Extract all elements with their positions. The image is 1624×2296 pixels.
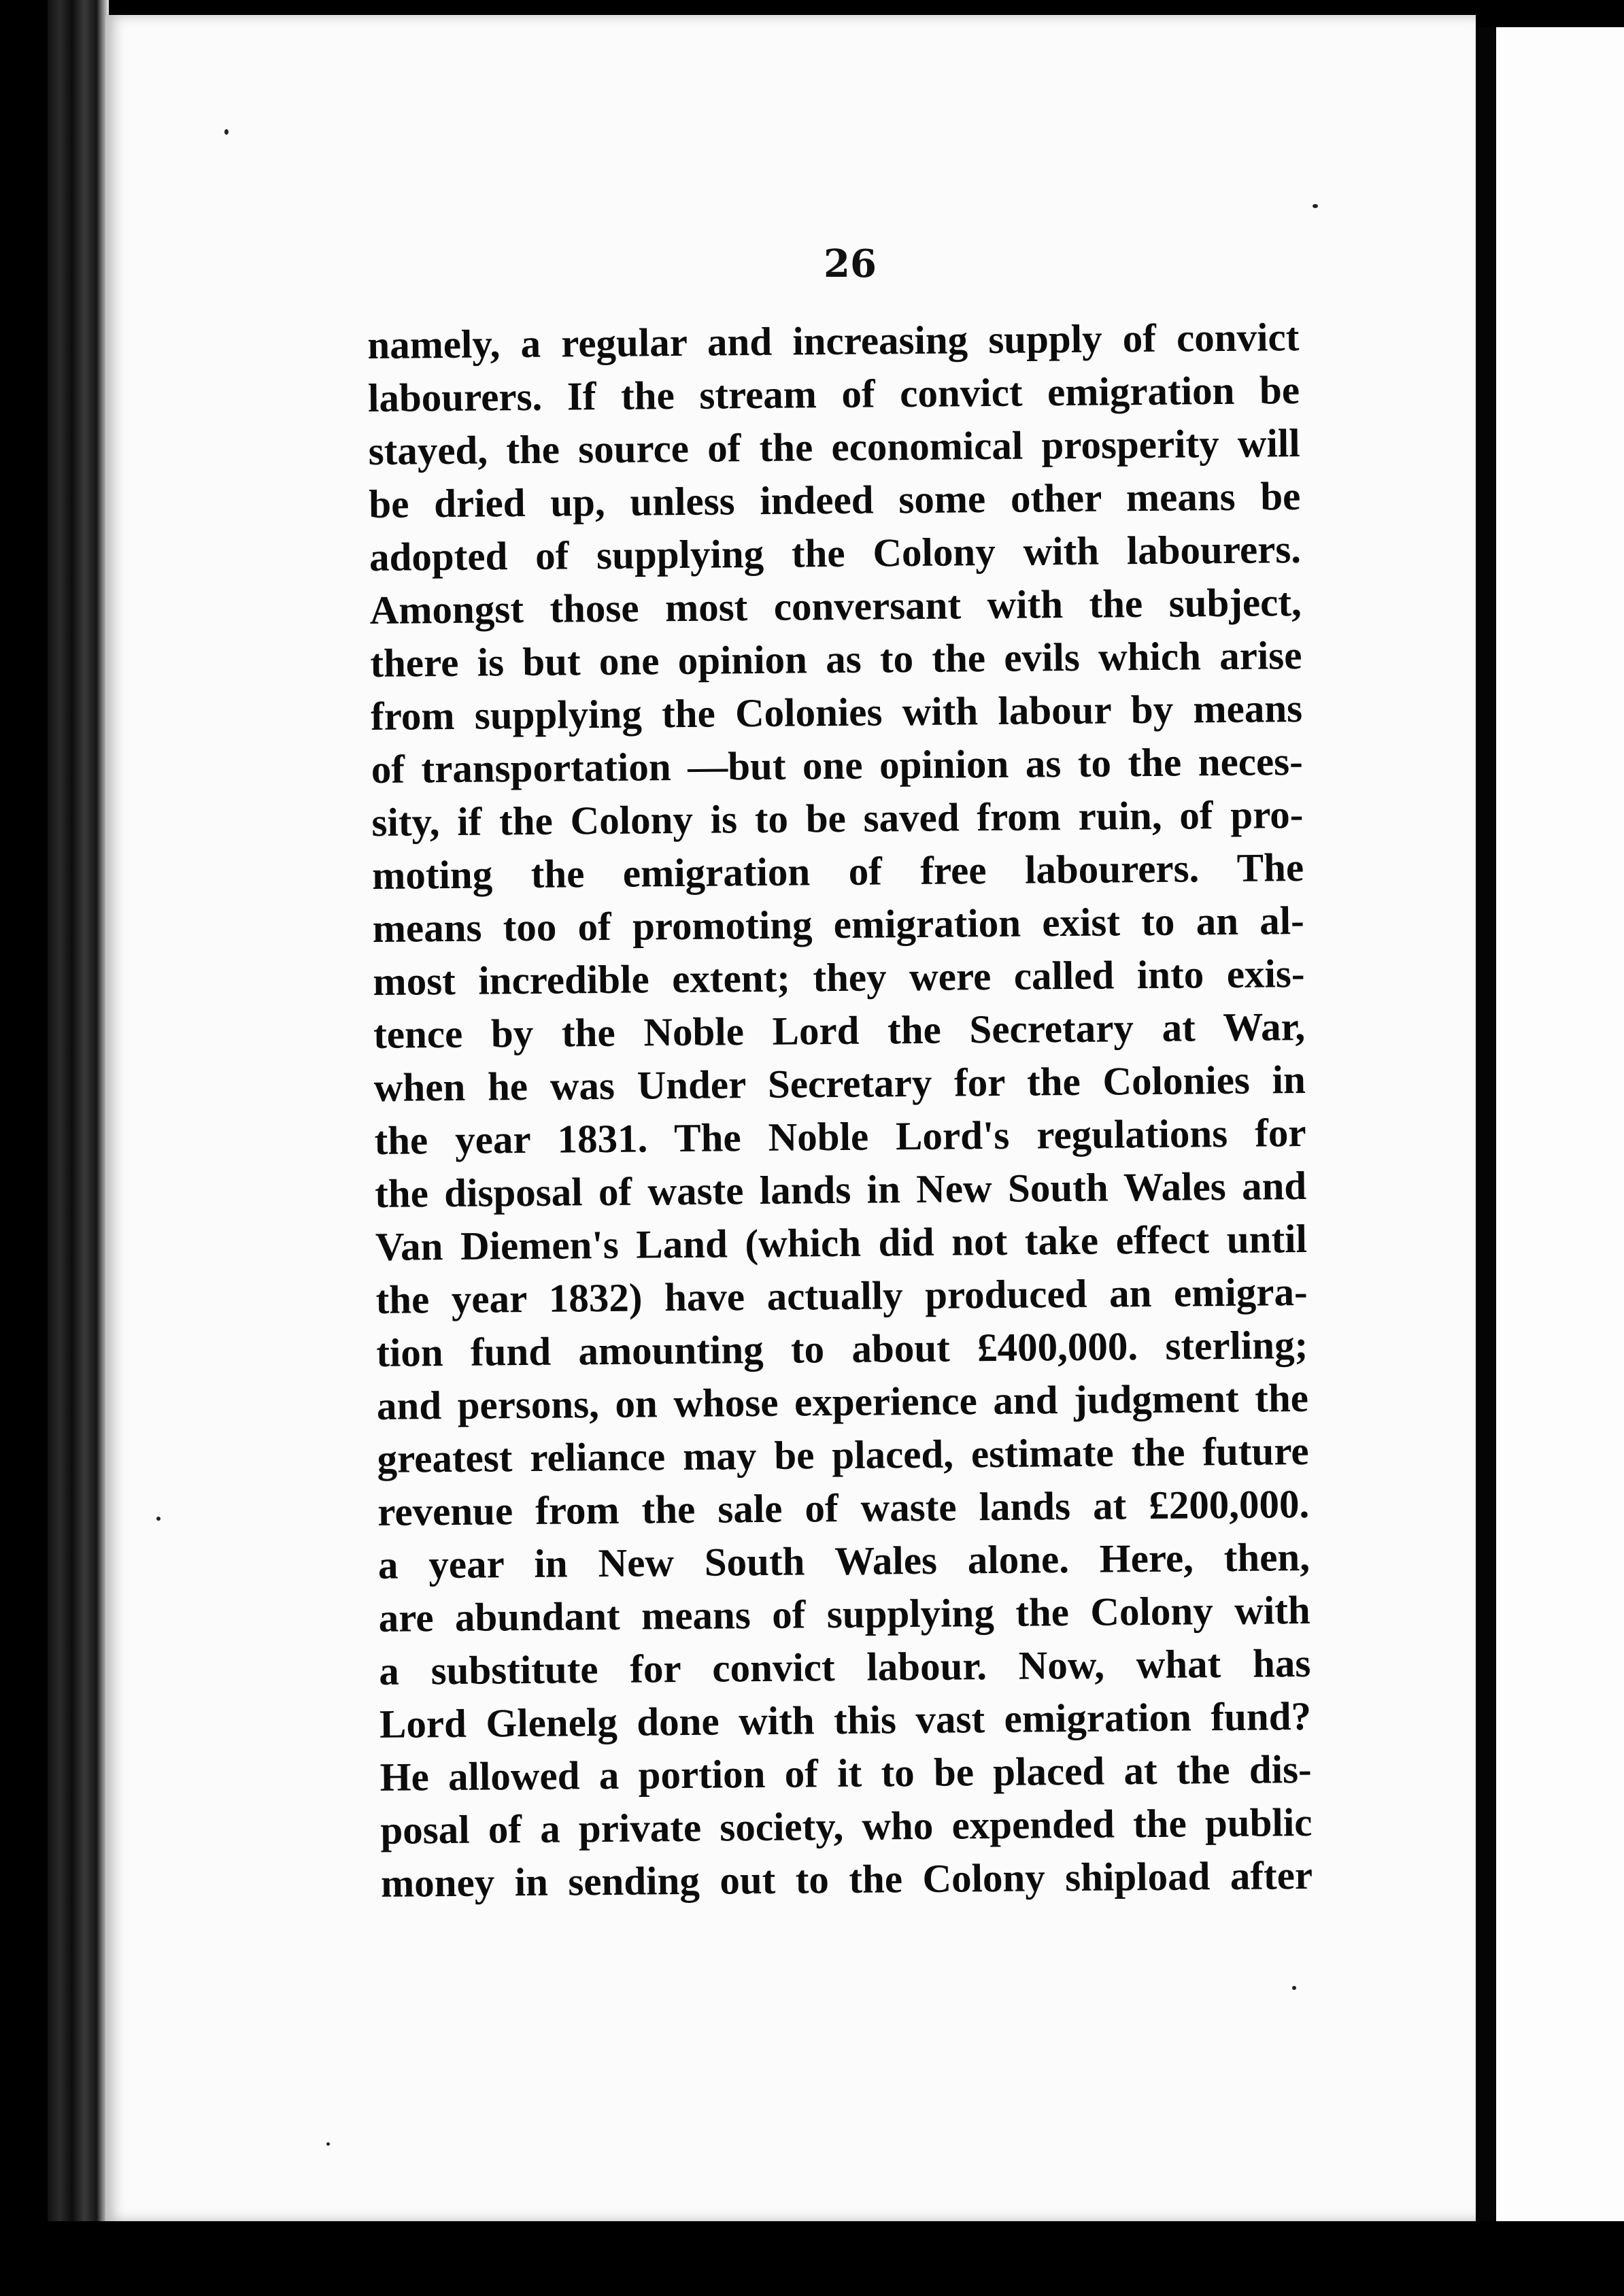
text-line: tence by the Noble Lord the Secretary at War, xyxy=(373,1004,1306,1057)
text-line: means too of promoting emigration exist to an al- xyxy=(372,898,1305,951)
text-line: adopted of supplying the Colony with labourers. xyxy=(369,526,1302,579)
scan-speck xyxy=(156,1517,160,1521)
text-line: a substitute for convict labour. Now, what has xyxy=(379,1640,1311,1693)
text-line: Amongst those most conversant with the subject, xyxy=(369,579,1302,632)
text-line: are abundant means of supplying the Colony with xyxy=(378,1587,1310,1640)
text-line: revenue from the sale of waste lands at £200,000. xyxy=(377,1481,1310,1534)
text-line: posal of a private society, who expended the public xyxy=(380,1799,1313,1853)
text-line: stayed, the source of the economical prosperity will xyxy=(368,420,1300,473)
book-spine-edge xyxy=(48,0,109,2221)
text-line: a year in New South Wales alone. Here, then, xyxy=(377,1534,1310,1587)
text-line: of transportation —but one opinion as to the neces- xyxy=(371,739,1304,792)
facing-page-edge xyxy=(1496,27,1624,2231)
text-line: the year 1832) have actually produced an emigra- xyxy=(375,1268,1308,1322)
page-body-text xyxy=(367,310,1313,1910)
text-line: greatest reliance may be placed, estimate the future xyxy=(377,1428,1309,1481)
text-line: and persons, on whose experience and judgment the xyxy=(376,1374,1309,1428)
scan-speck xyxy=(1292,1986,1296,1990)
text-line: from supplying the Colonies with labour by means xyxy=(370,686,1303,739)
text-line: labourers. If the stream of convict emigration be xyxy=(367,367,1300,420)
text-line: money in sending out to the Colony shipload after xyxy=(380,1852,1313,1906)
text-line: the disposal of waste lands in New South Wales and xyxy=(374,1162,1307,1216)
scan-speck xyxy=(1313,204,1318,208)
page-number: 26 xyxy=(824,241,877,286)
text-line: namely, a regular and increasing supply of convict xyxy=(367,314,1300,367)
page-gutter-divider xyxy=(1476,27,1496,2224)
text-line: when he was Under Secretary for the Colonies in xyxy=(373,1057,1306,1110)
text-line: most incredible extent; they were called into exis- xyxy=(373,951,1305,1004)
text-line: moting the emigration of free labourers. The xyxy=(371,845,1304,898)
text-line: tion fund amounting to about £400,000. sterling; xyxy=(375,1321,1308,1375)
scan-speck xyxy=(326,2142,330,2146)
scan-speck xyxy=(224,129,229,135)
text-line: Van Diemen's Land (which did not take effect until xyxy=(375,1215,1308,1269)
text-line: the year 1831. The Noble Lord's regulations for xyxy=(374,1109,1306,1163)
text-line: be dried up, unless indeed some other means be xyxy=(369,473,1301,526)
text-line: there is but one opinion as to the evils which arise xyxy=(370,632,1302,686)
scan-bottom-border xyxy=(0,2221,1624,2296)
text-line: He allowed a portion of it to be placed at the dis- xyxy=(379,1746,1312,1800)
text-line: Lord Glenelg done with this vast emigration fund? xyxy=(379,1693,1312,1746)
text-line: sity, if the Colony is to be saved from ruin, of pro- xyxy=(371,792,1304,845)
